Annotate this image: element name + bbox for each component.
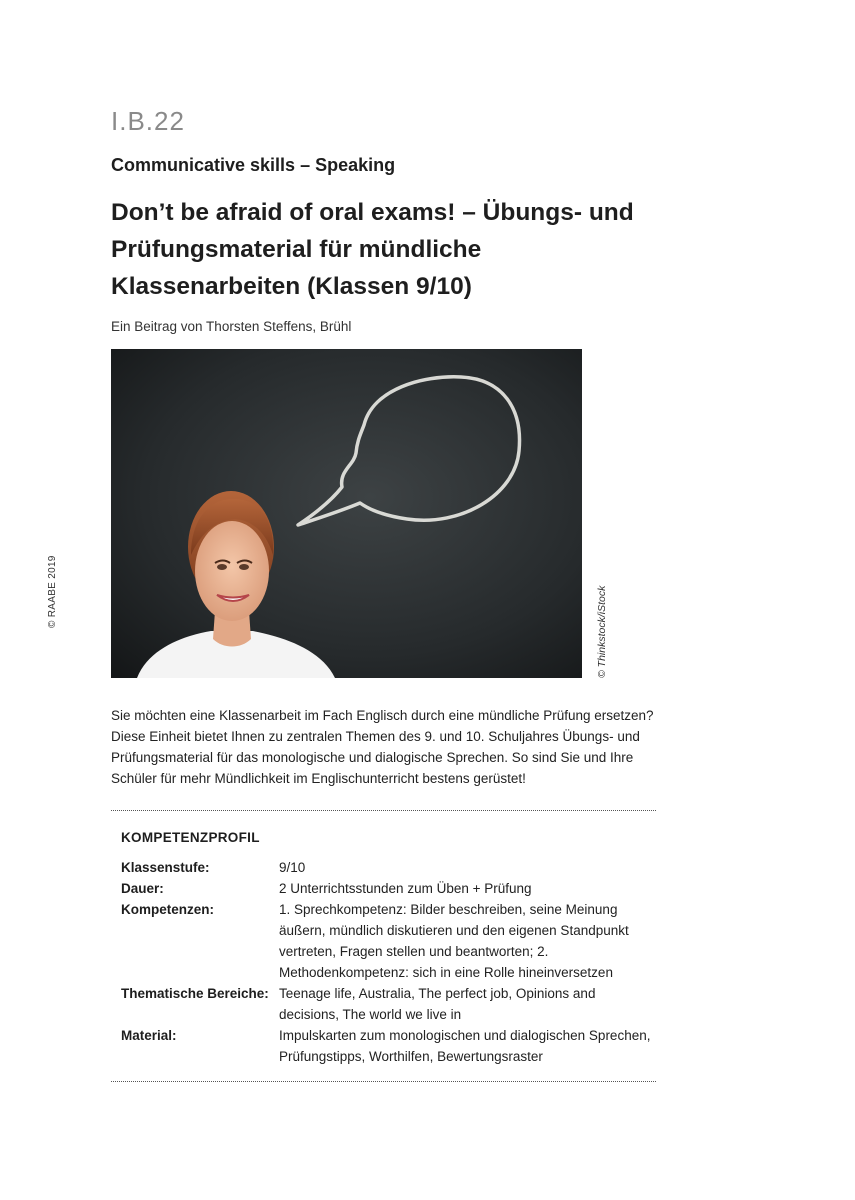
page-title: Don’t be afraid of oral exams! – Übungs- und Prüfungsmaterial für mündliche Klassenarbeiten (Klassen 9/10): [111, 199, 634, 300]
kompetenzprofil-table: [121, 857, 651, 1067]
profile-label: Klassenstufe:: [121, 860, 210, 875]
kompetenzprofil-heading: KOMPETENZPROFIL: [121, 830, 260, 845]
profile-label: Kompetenzen:: [121, 902, 215, 917]
unit-code: I.B.22: [111, 106, 185, 136]
intro-paragraph: Sie möchten eine Klassenarbeit im Fach Englisch durch eine mündliche Prüfung ersetzen? Diese Einheit bietet Ihnen zu zentralen Themen des 9. und 10. Schuljahres Übungs- und Prüfungsmaterial für das monologische und dialogische Sprechen. So sind Sie und Ihre Schüler für mehr Mündlichkeit im Englischunterricht bestens gerüstet!: [111, 708, 654, 786]
cover-photo: [111, 349, 582, 678]
author-line: Ein Beitrag von Thorsten Steffens, Brühl: [111, 319, 352, 334]
profile-row-kompetenzen: [121, 899, 651, 983]
profile-label: Material:: [121, 1028, 177, 1043]
profile-label: Thematische Bereiche:: [121, 986, 269, 1001]
profile-label: Dauer:: [121, 881, 164, 896]
photo-credit: © Thinkstock/iStock: [596, 585, 608, 678]
profile-value: 2 Unterrichtsstunden zum Üben + Prüfung: [279, 881, 532, 896]
profile-value: 9/10: [279, 860, 306, 875]
dotted-divider-bottom: [111, 1081, 656, 1082]
profile-row-thematische-bereiche: [121, 983, 651, 1025]
profile-value: 1. Sprechkompetenz: Bilder beschreiben, seine Meinung äußern, mündlich diskutieren und den eigenen Standpunkt vertreten, Fragen stellen und beantworten; 2. Methodenkompetenz: sich in eine Rolle hineinversetzen: [279, 902, 629, 980]
profile-row-klassenstufe: [121, 857, 651, 878]
profile-row-material: [121, 1025, 651, 1067]
profile-row-dauer: [121, 878, 651, 899]
copyright-notice: © RAABE 2019: [47, 555, 58, 628]
unit-subtitle: Communicative skills – Speaking: [111, 155, 396, 175]
profile-value: Teenage life, Australia, The perfect job, Opinions and decisions, The world we live in: [279, 986, 596, 1022]
profile-value: Impulskarten zum monologischen und dialogischen Sprechen, Prüfungstipps, Worthilfen, Bewertungsraster: [279, 1028, 651, 1064]
dotted-divider-top: [111, 810, 656, 811]
